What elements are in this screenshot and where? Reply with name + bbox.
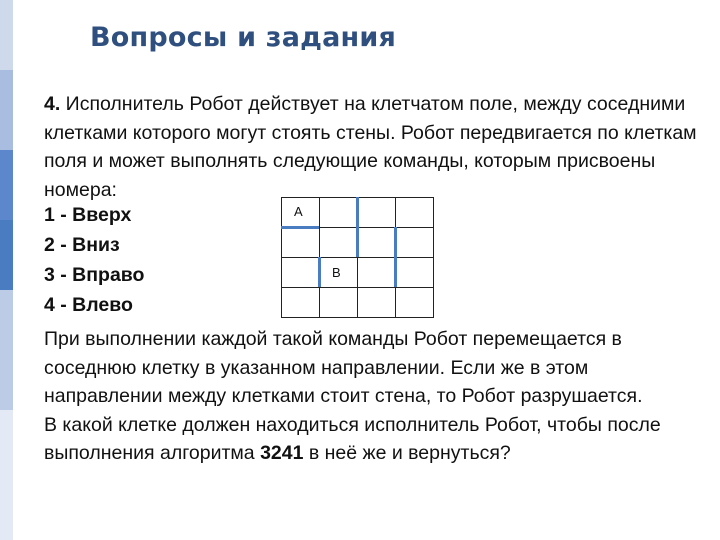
command-item: 3 - Вправо [44, 264, 145, 286]
task-number: 4. [44, 93, 61, 115]
sidebar-segment [0, 290, 13, 410]
algorithm-code: 3241 [260, 442, 304, 464]
slide-title: Вопросы и задания [90, 22, 397, 53]
command-item: 2 - Вниз [44, 234, 120, 256]
question-text-end: в неё же и вернуться? [303, 442, 511, 464]
command-item: 1 - Вверх [44, 204, 132, 226]
cell-label-b: B [332, 265, 341, 280]
sidebar-segment [0, 410, 13, 540]
task-description [44, 325, 704, 468]
question-text: В какой клетке должен находиться исполнитель Робот, чтобы после выполнения алгоритма [44, 413, 661, 464]
description-text: При выполнении каждой такой команды Робот перемещается в соседнюю клетку в указанном направлении. Если же в этом направлении между клетками стоит стена, то Робот разрушается. [44, 328, 643, 407]
task-intro-text: Исполнитель Робот действует на клетчатом поле, между соседними клетками которого могут стоять стены. Робот передвигается по клеткам поля и может выполнять следующие команды, которым присвоены номера: [44, 93, 697, 201]
command-item: 4 - Влево [44, 294, 133, 316]
sidebar-segment [0, 150, 13, 220]
sidebar-segment [0, 70, 13, 150]
cell-label-a: A [294, 204, 303, 219]
sidebar-segment [0, 0, 13, 70]
robot-field-grid [281, 197, 437, 321]
sidebar-decoration [0, 0, 13, 540]
sidebar-segment [0, 220, 13, 290]
task-intro [44, 90, 704, 204]
